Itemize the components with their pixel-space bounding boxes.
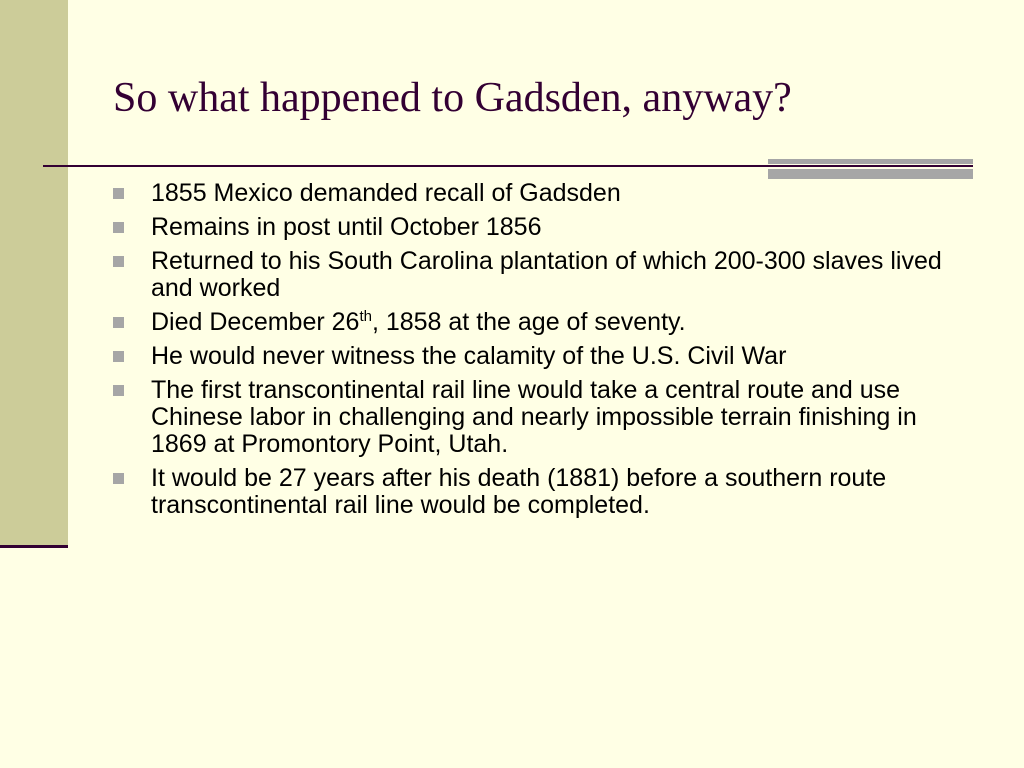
bullet-text: The first transcontinental rail line would take a central route and use Chinese labor in challenging and nearly impossible terrain finishing in 1869 at Promontory Point, Utah. <box>151 376 917 458</box>
bullet-text-post: , 1858 at the age of seventy. <box>371 308 686 336</box>
bullet-list <box>113 180 973 526</box>
title-divider <box>43 165 973 167</box>
bullet-item <box>113 309 973 336</box>
ordinal-superscript: th <box>359 308 372 325</box>
bullet-text: Remains in post until October 1856 <box>151 213 542 241</box>
square-bullet-icon <box>113 385 124 396</box>
bullet-text-pre: Died December 26 <box>151 308 360 336</box>
square-bullet-icon <box>113 256 124 267</box>
square-bullet-icon <box>113 351 124 362</box>
square-bullet-icon <box>113 222 124 233</box>
left-decorative-band <box>0 0 68 545</box>
left-band-rule <box>0 545 68 548</box>
bullet-item <box>113 465 973 519</box>
bullet-text: 1855 Mexico demanded recall of Gadsden <box>151 179 621 207</box>
bullet-item <box>113 214 973 241</box>
square-bullet-icon <box>113 317 124 328</box>
slide-title: So what happened to Gadsden, anyway? <box>113 75 792 121</box>
bullet-text: He would never witness the calamity of the U.S. Civil War <box>151 342 787 370</box>
accent-bar-thin <box>768 159 973 164</box>
square-bullet-icon <box>113 188 124 199</box>
bullet-text: Returned to his South Carolina plantation of which 200-300 slaves lived and worked <box>151 247 942 302</box>
bullet-item <box>113 248 973 302</box>
accent-bar-thick <box>768 169 973 179</box>
bullet-text: It would be 27 years after his death (1881) before a southern route transcontinental rail line would be completed. <box>151 464 887 519</box>
bullet-item <box>113 180 973 207</box>
square-bullet-icon <box>113 473 124 484</box>
bullet-item <box>113 343 973 370</box>
bullet-item <box>113 377 973 458</box>
